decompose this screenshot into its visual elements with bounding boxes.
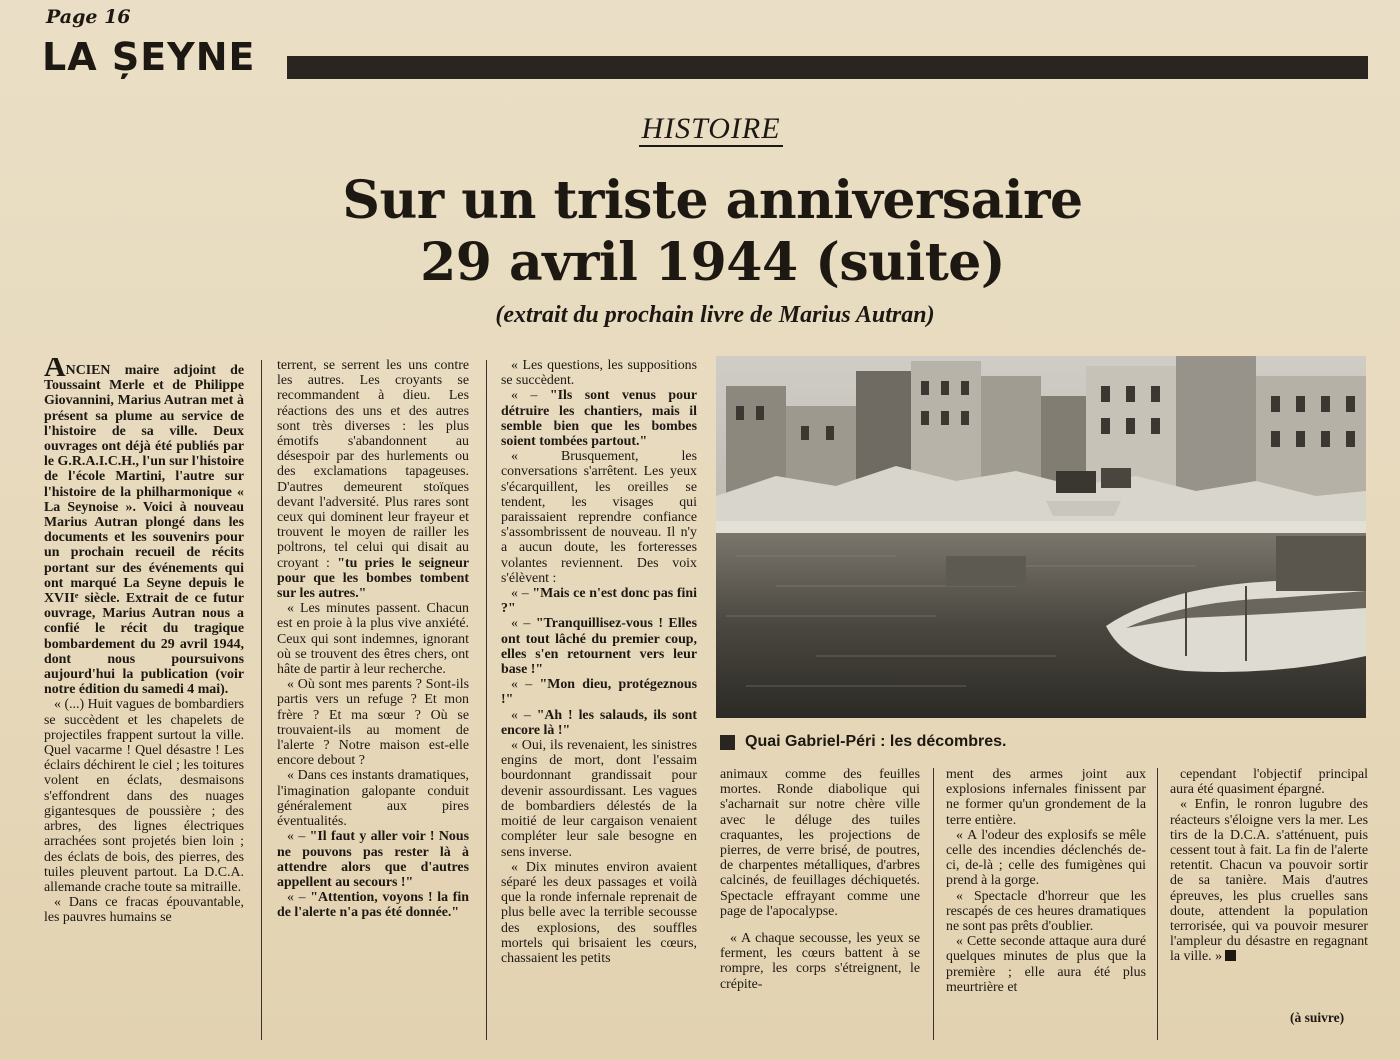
column-rule	[933, 768, 934, 1040]
quote-bold: "Ah ! les salauds, ils sont encore là !"	[501, 707, 697, 738]
paragraph: « Spectacle d'horreur que les rescapés de ces heures dramatiques ne sont pas prêts d'oublier.	[946, 888, 1146, 935]
paragraph	[277, 358, 469, 601]
paragraph: « Dans ce fracas épouvantable, les pauvres humains se	[44, 895, 244, 926]
quote-bold: "Mais ce n'est donc pas fini ?"	[501, 586, 697, 617]
column-rule	[1157, 768, 1158, 1040]
column-2	[277, 358, 469, 1038]
dash: « –	[511, 388, 550, 404]
dash: « –	[287, 890, 311, 906]
photo-caption	[720, 733, 1006, 751]
column-5	[946, 767, 1146, 1042]
paragraph: « Les questions, les suppositions se succèdent.	[501, 358, 697, 389]
photo-illustration	[716, 356, 1366, 718]
column-6	[1170, 767, 1368, 1007]
column-4	[720, 767, 920, 1042]
paragraph: « Cette seconde attaque aura duré quelques minutes de plus que la première ; elle aura été plus meurtrière et	[946, 934, 1146, 995]
page-number: Page 16	[46, 6, 131, 28]
subhead: (extrait du prochain livre de Marius Autran)	[495, 302, 935, 328]
column-rule	[261, 360, 262, 1040]
column-3	[501, 358, 697, 1038]
paragraph: « Dans ces instants dramatiques, l'imagination galopante conduit généralement aux pires éventualités.	[277, 768, 469, 830]
paragraph: ment des armes joint aux explosions infernales finissent par ne former qu'un grondement de la terre entière.	[946, 767, 1146, 828]
intro-paragraph	[44, 358, 244, 697]
paragraph: « (...) Huit vagues de bombardiers se succèdent et les chapelets de projectiles frappent surtout la ville. Quel vacarme ! Quel désastre ! Les éclairs déchirent le ciel ; les toitures volent en éclats, desmaisons s'effondrent dans des nuages gigantesques de poussière ; des arbres, des lignes électriques arrachées sont projetés bien loin ; des éclats de bois, des pierres, des tuiles pleuvent partout. La D.C.A. allemande crache toute sa mitraille.	[44, 697, 244, 895]
dash: « –	[511, 586, 533, 602]
paragraph	[501, 708, 697, 738]
headline-line-1: Sur un triste anniversaire	[342, 170, 1083, 231]
paragraph: « Où sont mes parents ? Sont-ils partis vers un refuge ? Et mon frère ? Et ma sœur ? Où se trouvaient-ils au moment de l'alerte ? Notre maison est-elle encore debout ?	[277, 677, 469, 769]
paragraph: « Brusquement, les conversations s'arrêtent. Les yeux s'écarquillent, les oreilles se tendent, les visages qui paraissaient reprendre confiance s'assombrissent de nouveau. Il n'y a aucun doute, les forteresses volantes reviennent. Des voix s'élèvent :	[501, 449, 697, 586]
dash: « –	[511, 616, 536, 632]
headline	[0, 170, 1400, 294]
to-be-continued: (à suivre)	[1290, 1010, 1345, 1025]
section-bar	[287, 56, 1368, 79]
paragraph: « A chaque secousse, les yeux se ferment, les cœurs battent à se rompre, les corps s'étreignent, le crépite-	[720, 931, 920, 992]
paragraph	[501, 586, 697, 616]
dash: « –	[511, 707, 537, 723]
quote-bold: "Ils sont venus pour détruire les chantiers, mais il semble bien que les bombes soient tombées partout."	[501, 388, 697, 450]
quote-bold: "Tranquillisez-vous ! Elles ont tout lâché du premier coup, elles s'en retournent vers leur base !"	[501, 616, 697, 678]
rubric-label: HISTOIRE	[641, 112, 781, 145]
paragraph	[501, 677, 697, 707]
photo-harbor-ruins	[716, 356, 1366, 718]
headline-line-2: 29 avril 1944 (suite)	[420, 232, 1005, 293]
quote-bold: "Il faut y aller voir ! Nous ne pouvons pas rester là à attendre alors que d'autres appellent au secours !"	[277, 829, 469, 890]
rubric	[0, 112, 1400, 146]
dash: « –	[511, 677, 540, 693]
quote-bold: "Mon dieu, protégeznous !"	[501, 677, 697, 708]
paragraph: cependant l'objectif principal aura été quasiment épargné.	[1170, 767, 1368, 798]
paragraph: animaux comme des feuilles mortes. Ronde diabolique qui s'acharnait sur notre chère ville avec le déluge des tuiles craquantes, les projections de pierres, de verre brisé, de poutres, de charpentes métalliques, d'arbres calcinés, de feuillages déchiquetés. Spectacle effrayant comme une page de l'apocalypse.	[720, 767, 920, 919]
paragraph: « Dix minutes environ avaient séparé les deux passages et voilà que la ronde infernale reprenait de plus belle avec la terrible secousse des explosions, des souffles mortels qui brisaient les cœurs, chassaient les petits	[501, 859, 697, 966]
quote-bold: "Attention, voyons ! la fin de l'alerte n'a pas été donnée."	[277, 890, 469, 921]
section-title: LA ȘEYNE	[42, 35, 256, 79]
column-1	[44, 358, 244, 1038]
paragraph	[501, 616, 697, 677]
paragraph	[277, 890, 469, 920]
paragraph: « Les minutes passent. Chacun est en proie à la plus vive anxiété. Ceux qui sont indemnes, ignorant où se trouvent des êtres chers, ont hâte de partir à leur recherche.	[277, 601, 469, 678]
caption-square	[720, 735, 735, 750]
drop-cap: A	[44, 358, 66, 383]
paragraph: « A l'odeur des explosifs se mêle celle des incendies déclenchés de-ci, de-là ; celle des fumigènes qui prend à la gorge.	[946, 827, 1146, 889]
paragraph	[277, 829, 469, 890]
paragraph-text: terrent, se serrent les uns contre les autres. Les croyants se recommandent à dieu. Les réactions des uns et des autres sont très diverses : les plus émotifs s'abandonnent au désespoir par des hurlements ou des exclamations tapageuses. D'autres demeurent stoïques devant l'adversité. Plus rares sont ceux qui dominent leur frayeur et trouvent le moyen de railler les poltrons, tel celui qui disait au croyant :	[277, 358, 469, 571]
caption-text: Quai Gabriel-Péri : les décombres.	[745, 733, 1007, 750]
column-rule	[486, 360, 487, 1040]
paragraph	[1170, 797, 1368, 964]
dash: « –	[287, 829, 310, 845]
paragraph	[501, 388, 697, 449]
end-square	[1225, 950, 1236, 961]
intro-text: NCIEN maire adjoint de Toussaint Merle et de Philippe Giovannini, Marius Autran met à présent sa plume au service de l'histoire de sa ville. Deux ouvrages ont déjà été publiés par le G.R.A.I.C.H., l'un sur l'histoire de l'école Martini, l'autre sur l'histoire de la philharmonique « La Seynoise ». Voici à nouveau Marius Autran plongé dans les documents et les souvenirs pour un prochain recueil de récits portant sur des événements qui ont marqué La Seyne depuis le XVIIᵉ siècle. Extrait de ce futur ouvrage, Marius Autran nous a confié le récit du tragique bombardement du 29 avril 1944, dont nous poursuivons aujourd'hui la publication (voir notre édition du samedi 4 mai).	[44, 363, 244, 698]
quote-bold: "tu pries le seigneur pour que les bombes tombent sur les autres."	[277, 555, 469, 602]
paragraph: « Oui, ils revenaient, les sinistres engins de mort, dont l'essaim bourdonnant grandissait pour devenir assourdissant. Les vagues de bombardiers délestés de la moitié de leur cargaison venaient compléter leur sale besogne en sens inverse.	[501, 738, 697, 860]
paragraph-text: « Enfin, le ronron lugubre des réacteurs s'éloigne vers la mer. Les tirs de la D.C.A. s'atténuent, puis cessent tout à fait. La fin de l'alerte retentit. Chacun va pouvoir sortir de sa tanière. Mais d'autres épreuves, les plus cruelles sans doute, attendent la population terrorisée, qui va pouvoir mesurer l'ampleur du désastre en regagnant la ville. »	[1170, 797, 1368, 965]
